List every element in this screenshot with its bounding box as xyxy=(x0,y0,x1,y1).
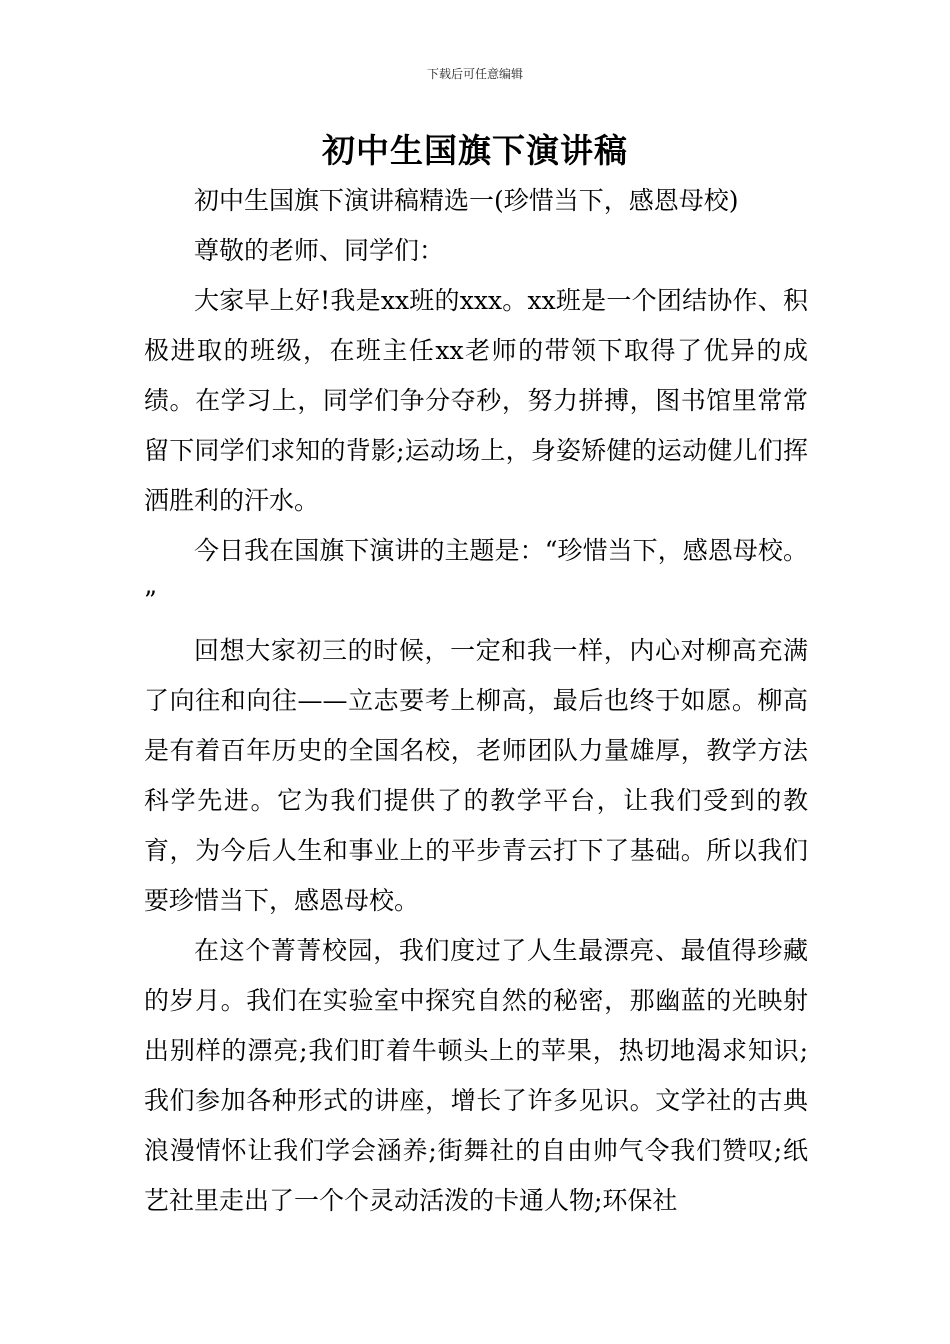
subtitle-paragraph: 初中生国旗下演讲稿精选一(珍惜当下，感恩母校) xyxy=(194,186,739,215)
body-paragraph: 大家早上好!我是xx班的xxx。xx班是一个团结协作、积极进取的班级，在班主任xx老师的带领下取得了优异的成绩。在学习上，同学们争分夺秒，努力拼搏，图书馆里常常留下同学们求知的背影;运动场上，身姿矫健的运动健儿们挥洒胜利的汗水。 xyxy=(144,286,808,515)
body-paragraph: 回想大家初三的时候，一定和我一样，内心对柳高充满了向往和向往——立志要考上柳高，最后也终于如愿。柳高是有着百年历史的全国名校，老师团队力量雄厚，教学方法科学先进。它为我们提供了的教学平台，让我们受到的教育，为今后人生和事业上的平步青云打下了基础。所以我们要珍惜当下，感恩母校。 xyxy=(144,636,808,915)
document-body xyxy=(144,176,808,1226)
header-note: 下载后可任意编辑 xyxy=(426,67,523,81)
document-title: 初中生国旗下演讲稿 xyxy=(322,131,628,170)
body-paragraph: 今日我在国旗下演讲的主题是：“珍惜当下，感恩母校。 ” xyxy=(144,536,808,615)
body-paragraph: 在这个菁菁校园，我们度过了人生最漂亮、最值得珍藏的岁月。我们在实验室中探究自然的秘密，那幽蓝的光映射出别样的漂亮;我们盯着牛顿头上的苹果，热切地渴求知识;我们参加各种形式的讲座，增长了许多见识。文学社的古典浪漫情怀让我们学会涵养;街舞社的自由帅气令我们赞叹;纸艺社里走出了一个个灵动活泼的卡通人物;环保社 xyxy=(144,936,808,1215)
greeting-paragraph: 尊敬的老师、同学们： xyxy=(194,236,445,265)
